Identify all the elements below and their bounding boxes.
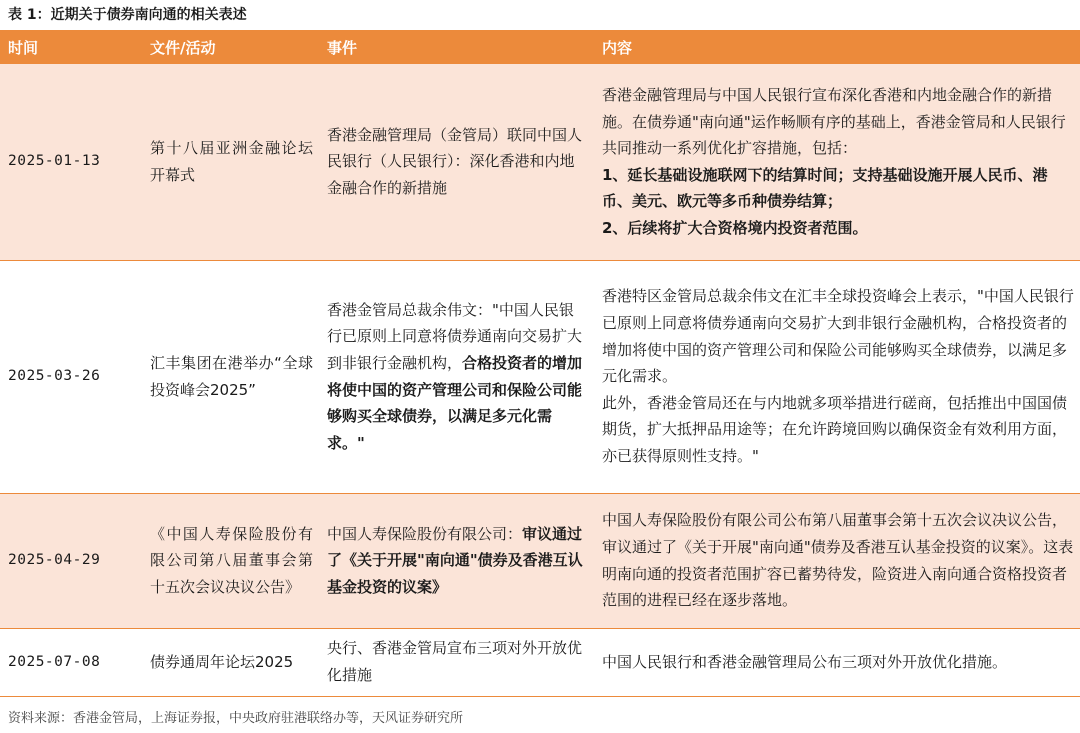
content-text: 香港金融管理局与中国人民银行宣布深化香港和内地金融合作的新措施。在债券通"南向通"运作畅顺有序的基础上，香港金管局和人民银行共同推动一系列优化扩容措施，包括： xyxy=(602,85,1066,158)
event-bold-text: 审议通过了《关于开展"南向通"债券及香港互认基金投资的议案》 xyxy=(327,524,583,596)
col-header-activity: 文件/活动 xyxy=(142,30,319,64)
col-header-time: 时间 xyxy=(0,30,142,64)
event-bold-text: 合格投资者的增加将使中国的资产管理公司和保险公司能够购买全球债券，以满足多元化需求。" xyxy=(327,353,583,452)
content-bold-item: 2、后续将扩大合资格境内投资者范围。 xyxy=(602,218,868,237)
content-paragraph: 香港特区金管局总裁余伟文在汇丰全球投资峰会上表示，"中国人民银行已原则上同意将债券通南向交易扩大到非银行金融机构，合格投资者的增加将使中国的资产管理公司和保险公司能够购买全球债券，以满足多元化需求。 xyxy=(602,287,1074,386)
cell-activity: 汇丰集团在港举办“全球投资峰会2025” xyxy=(142,260,319,493)
cell-event xyxy=(319,260,594,493)
table-title: 表 1：近期关于债券南向通的相关表述 xyxy=(8,7,247,23)
event-text: 中国人寿保险股份有限公司： xyxy=(327,524,523,543)
source-note: 资料来源：香港金管局，上海证券报，中央政府驻港联络办等，天风证券研究所 xyxy=(8,711,464,726)
table-row xyxy=(0,493,1080,628)
cell-event xyxy=(319,493,594,628)
content-bold-item: 1、延长基础设施联网下的结算时间；支持基础设施开展人民币、港币、美元、欧元等多币种债券结算； xyxy=(602,165,1048,211)
cell-content xyxy=(594,260,1080,493)
cell-date: 2025-03-26 xyxy=(0,260,142,493)
cell-activity: 债券通周年论坛2025 xyxy=(142,628,319,696)
cell-activity: 第十八届亚洲金融论坛开幕式 xyxy=(142,64,319,260)
col-header-event: 事件 xyxy=(319,30,594,64)
cell-date: 2025-04-29 xyxy=(0,493,142,628)
cell-event: 央行、香港金管局宣布三项对外开放优化措施 xyxy=(319,628,594,696)
event-text: 香港金管局总裁余伟文："中国人民银行已原则上同意将债券通南向交易扩大到非银行金融机构， xyxy=(327,300,583,372)
cell-activity: 《中国人寿保险股份有限公司第八届董事会第十五次会议决议公告》 xyxy=(142,493,319,628)
table-row xyxy=(0,628,1080,696)
col-header-content: 内容 xyxy=(594,30,1080,64)
cell-date: 2025-01-13 xyxy=(0,64,142,260)
table-row xyxy=(0,64,1080,260)
data-table xyxy=(0,30,1080,697)
cell-date: 2025-07-08 xyxy=(0,628,142,696)
table-header-row xyxy=(0,30,1080,64)
cell-event: 香港金融管理局（金管局）联同中国人民银行（人民银行）：深化香港和内地金融合作的新措施 xyxy=(319,64,594,260)
content-paragraph: 此外，香港金管局还在与内地就多项举措进行磋商，包括推出中国国债期货，扩大抵押品用途等；在允许跨境回购以确保资金有效利用方面，亦已获得原则性支持。" xyxy=(602,393,1068,465)
table-row xyxy=(0,260,1080,493)
cell-content xyxy=(594,64,1080,260)
cell-content: 中国人民银行和香港金融管理局公布三项对外开放优化措施。 xyxy=(594,628,1080,696)
cell-content: 中国人寿保险股份有限公司公布第八届董事会第十五次会议决议公告，审议通过了《关于开展"南向通"债券及香港互认基金投资的议案》。这表明南向通的投资者范围扩容已蓄势待发，险资进入南向通合资格投资者范围的进程已经在逐步落地。 xyxy=(594,493,1080,628)
